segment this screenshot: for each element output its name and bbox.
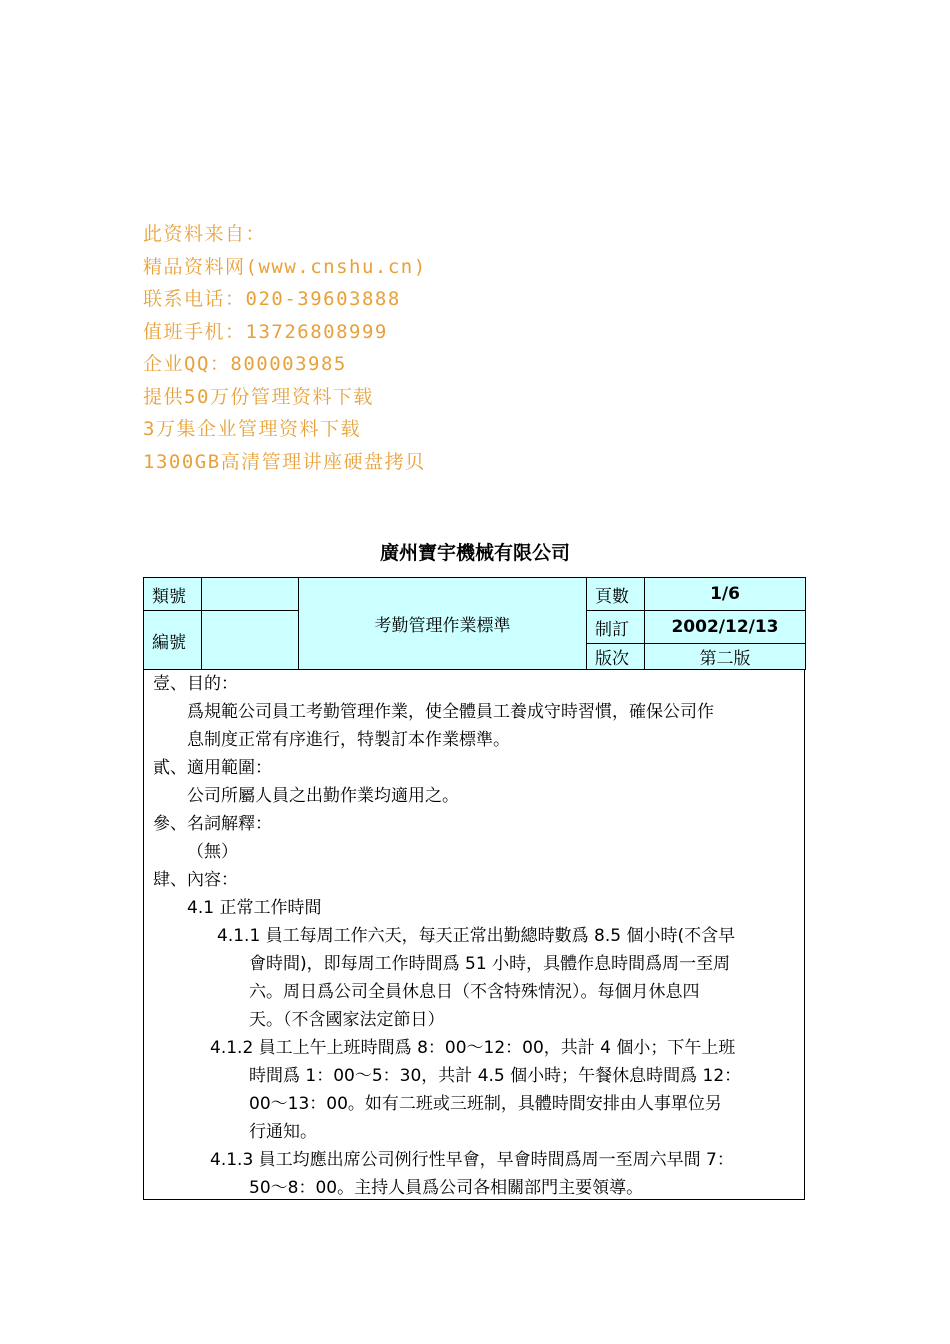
body-text: 爲規範公司員工考勤管理作業，使全體員工養成守時習慣，確保公司作	[187, 702, 714, 722]
clause-text: 天。（不含國家法定節日）	[249, 1010, 445, 1030]
clause-text: 六。周日爲公司全員休息日（不含特殊情況）。每個月休息四	[249, 982, 700, 1002]
clause-text: 4.1.3 員工均應出席公司例行性早會，早會時間爲周一至周六早間 7：	[210, 1150, 734, 1170]
source-notice	[143, 218, 427, 478]
section-3-heading: 參、名詞解釋：	[153, 814, 272, 834]
clause-text: 00～13：00。如有二班或三班制，具體時間安排由人事單位另	[249, 1094, 722, 1114]
promo-line: 此资料来自：	[143, 223, 267, 245]
pages-value: 1/6	[645, 578, 806, 611]
clause-text: 4.1.2 員工上午上班時間爲 8：00～12：00，共計 4 個小；下午上班	[210, 1038, 736, 1058]
promo-line: 3万集企业管理资料下载	[143, 418, 361, 440]
promo-line: 联系电话：020-39603888	[143, 288, 401, 310]
number-label: 編號	[144, 611, 202, 670]
body-text: 公司所屬人員之出勤作業均適用之。	[187, 786, 459, 806]
body-text: （無）	[187, 842, 238, 862]
section-1-heading: 壹、目的：	[153, 674, 238, 694]
document-title: 考勤管理作業標準	[299, 578, 587, 670]
revised-value: 2002/12/13	[645, 611, 806, 644]
revised-label: 制訂	[587, 611, 645, 644]
promo-line: 精品资料网(www.cnshu.cn)	[143, 255, 427, 278]
version-label: 版次	[587, 644, 645, 670]
section-2-heading: 貳、適用範圍：	[153, 758, 272, 778]
promo-line: 企业QQ：800003985	[143, 353, 347, 375]
promo-line: 提供50万份管理资料下载	[143, 385, 374, 408]
promo-line: 1300GB高清管理讲座硬盘拷贝	[143, 450, 426, 473]
body-text: 息制度正常有序進行，特製訂本作業標準。	[187, 730, 510, 750]
clause-text: 50～8：00。主持人員爲公司各相關部門主要領導。	[249, 1178, 644, 1198]
version-value: 第二版	[645, 644, 806, 670]
document-body	[143, 670, 805, 1200]
number-value	[202, 611, 299, 670]
section-4-heading: 肆、內容：	[153, 870, 238, 890]
clause-text: 時間爲 1：00～5：30，共計 4.5 個小時；午餐休息時間爲 12：	[249, 1066, 742, 1086]
document-header-table	[143, 577, 806, 670]
pages-label: 頁數	[587, 578, 645, 611]
class-value	[202, 578, 299, 611]
promo-line: 值班手机：13726808999	[143, 320, 388, 343]
class-label: 類號	[144, 578, 202, 611]
clause-text: 會時間)，即每周工作時間爲 51 小時，具體作息時間爲周一至周	[249, 954, 731, 974]
subsection-heading: 4.1 正常工作時間	[187, 898, 322, 918]
clause-text: 行通知。	[249, 1122, 317, 1142]
clause-text: 4.1.1 員工每周工作六天，每天正常出勤總時數爲 8.5 個小時(不含早	[217, 926, 736, 946]
company-title: 廣州寶宇機械有限公司	[379, 542, 570, 564]
